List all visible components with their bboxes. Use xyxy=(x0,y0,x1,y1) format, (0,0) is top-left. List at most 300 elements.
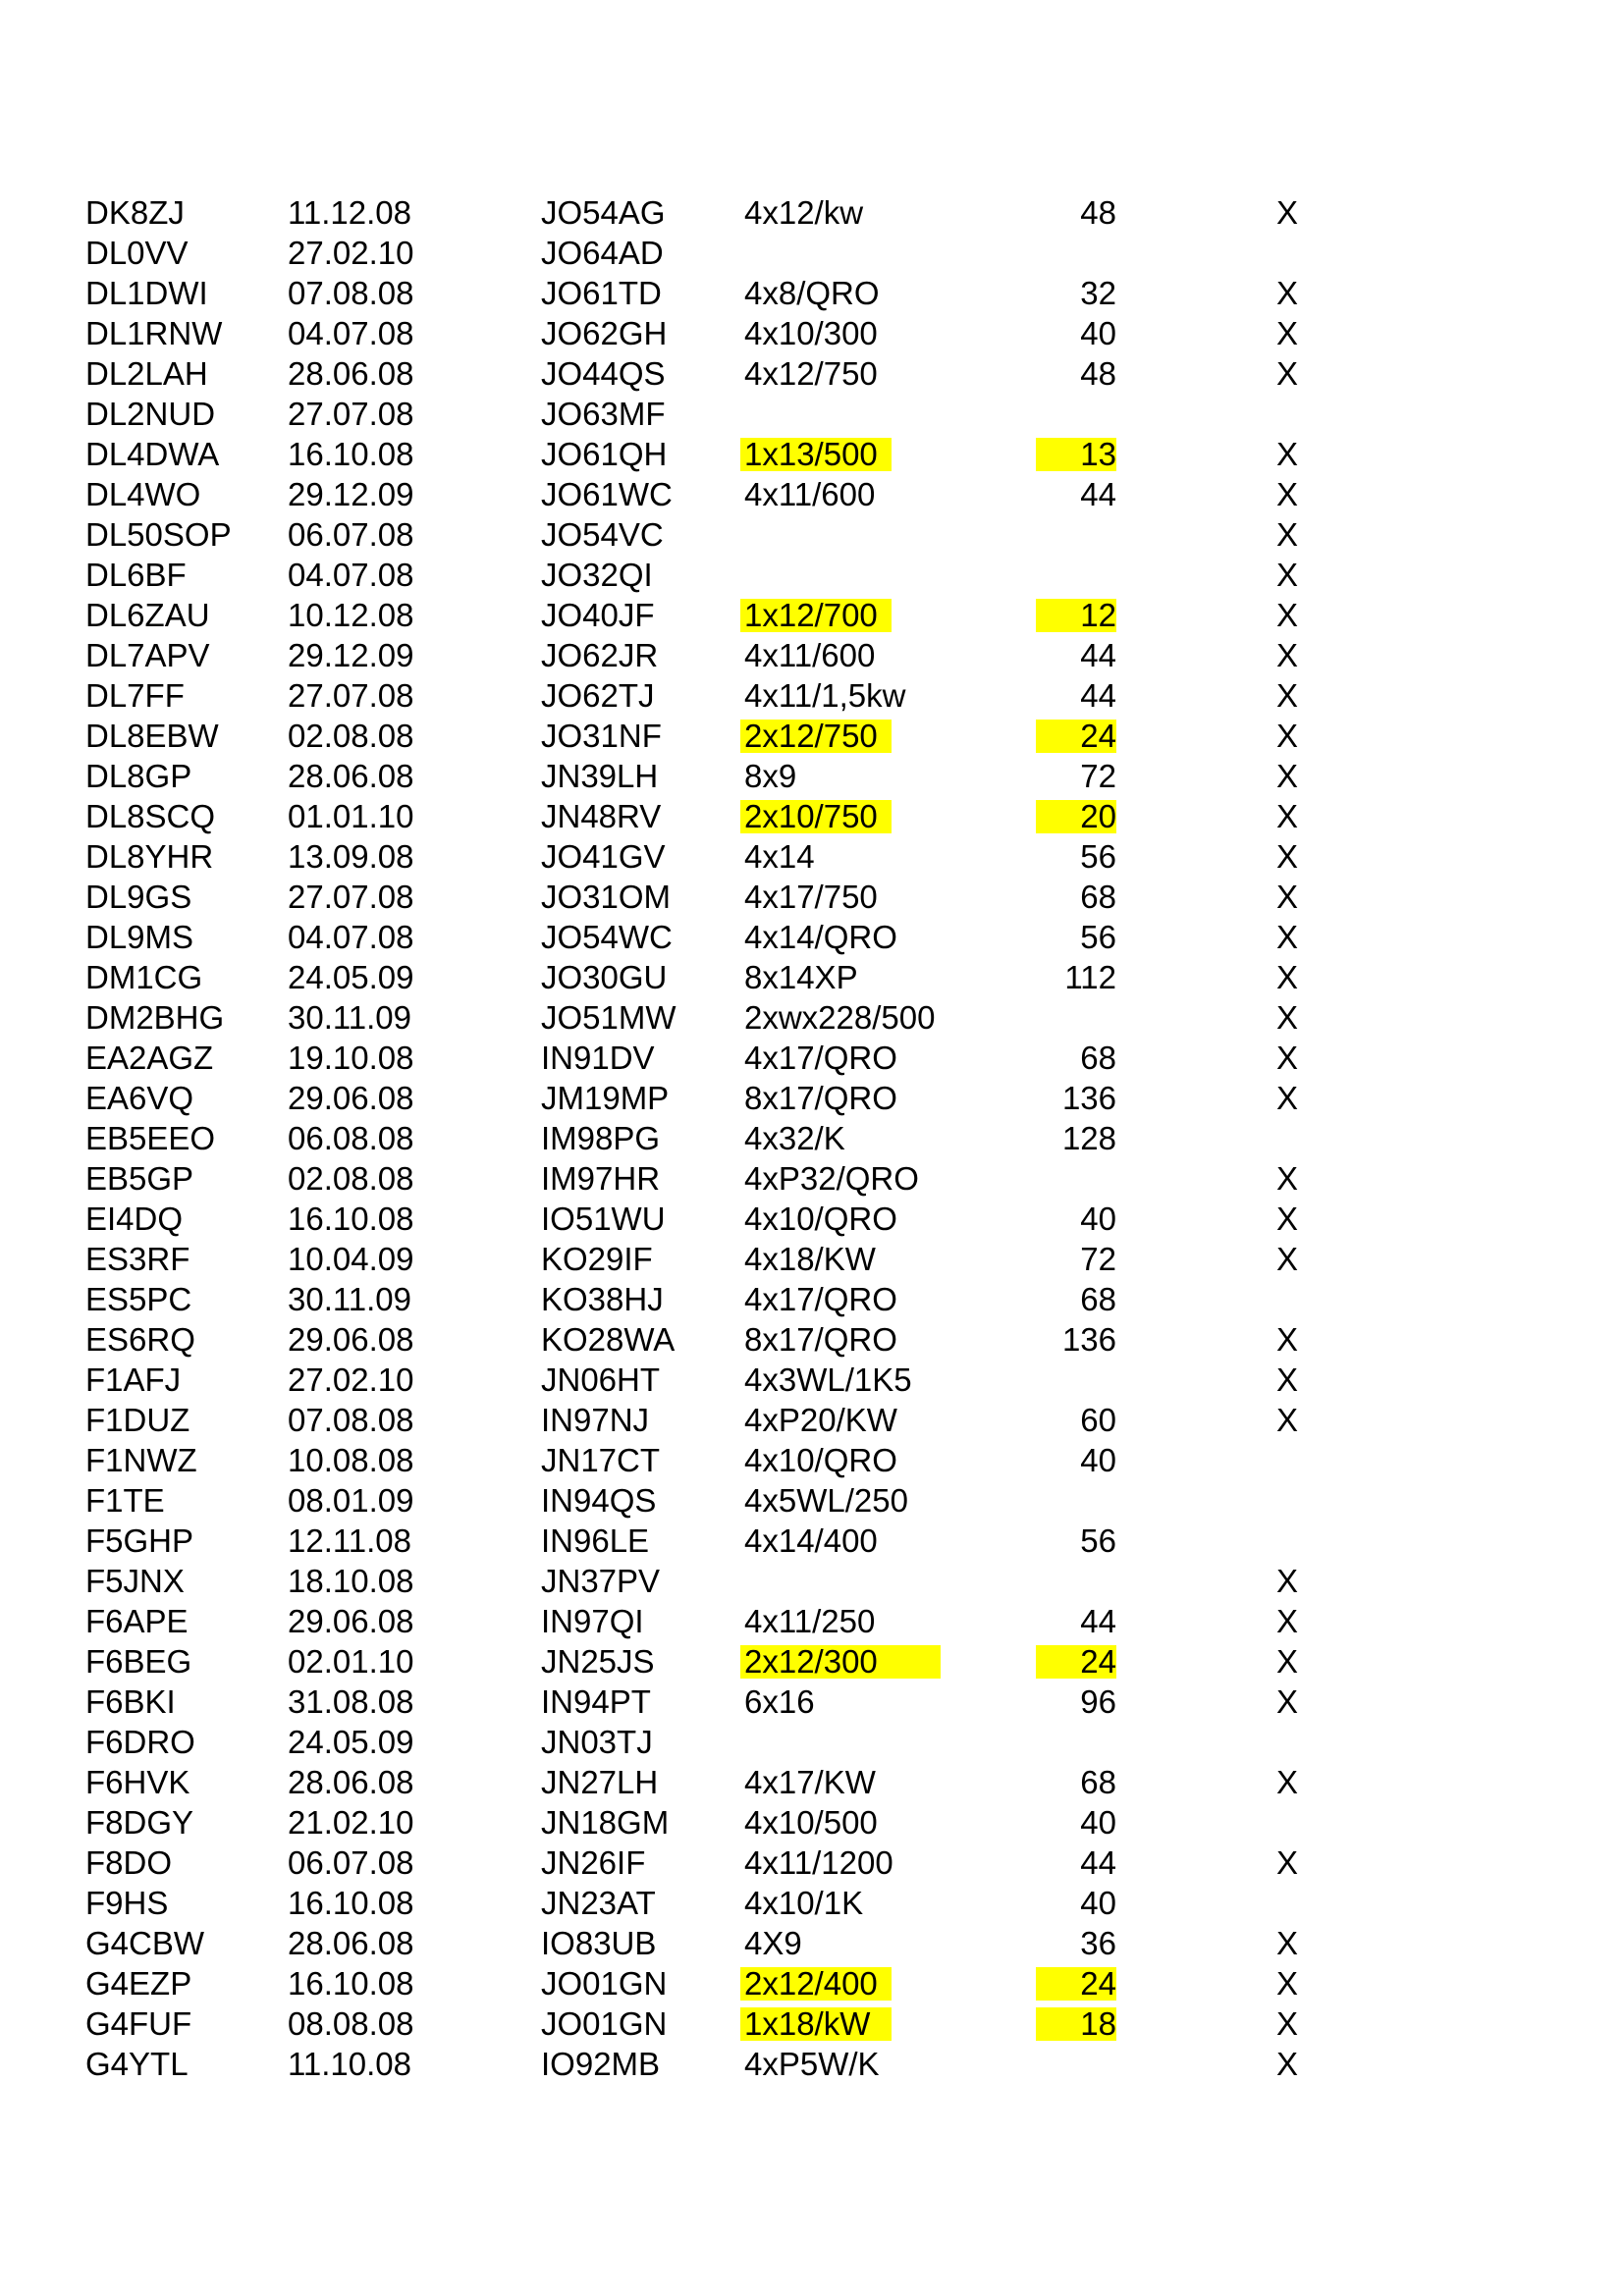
table-row xyxy=(0,1122,1623,1162)
date-cell: 11.12.08 xyxy=(288,194,412,231)
elements-cell: 12 xyxy=(1036,599,1116,632)
elements-cell: 136 xyxy=(1061,1321,1116,1358)
elements-cell: 40 xyxy=(1080,1885,1116,1921)
locator-cell: JO63MF xyxy=(541,396,666,432)
date-cell: 24.05.09 xyxy=(288,959,414,995)
station-log-table xyxy=(0,196,1623,2088)
antenna-cell: 4x10/QRO xyxy=(744,1442,897,1478)
date-cell: 01.01.10 xyxy=(288,798,414,834)
antenna-cell: 4x17/QRO xyxy=(744,1281,897,1317)
date-cell: 10.12.08 xyxy=(288,597,414,633)
locator-cell: JO30GU xyxy=(541,959,668,995)
elements-cell: 24 xyxy=(1036,1967,1116,2001)
table-row xyxy=(0,1243,1623,1283)
confirmed-cell: X xyxy=(1276,476,1299,512)
table-row xyxy=(0,438,1623,478)
date-cell: 29.12.09 xyxy=(288,637,414,673)
date-cell: 30.11.09 xyxy=(288,1281,412,1317)
elements-cell: 68 xyxy=(1080,1764,1116,1800)
table-row xyxy=(0,478,1623,518)
date-cell: 29.06.08 xyxy=(288,1080,414,1116)
locator-cell: JO31NF xyxy=(541,718,662,754)
table-row xyxy=(0,1444,1623,1484)
locator-cell: JO31OM xyxy=(541,879,672,915)
date-cell: 16.10.08 xyxy=(288,1965,414,2002)
antenna-cell: 8x17/QRO xyxy=(744,1321,897,1358)
locator-cell: JO54AG xyxy=(541,194,666,231)
table-row xyxy=(0,1041,1623,1082)
callsign-cell: DL8SCQ xyxy=(85,798,216,834)
elements-cell xyxy=(1036,1001,1116,1035)
confirmed-cell: X xyxy=(1276,1925,1299,1961)
elements-cell xyxy=(1036,398,1116,431)
elements-cell xyxy=(1036,1484,1116,1518)
locator-cell: JO41GV xyxy=(541,838,666,875)
antenna-cell: 4x11/1,5kw xyxy=(744,677,906,714)
callsign-cell: DL2NUD xyxy=(85,396,216,432)
table-row xyxy=(0,1323,1623,1363)
table-row xyxy=(0,1927,1623,1967)
locator-cell: JO62TJ xyxy=(541,677,655,714)
table-row xyxy=(0,961,1623,1001)
table-row xyxy=(0,2048,1623,2088)
callsign-cell: DL7FF xyxy=(85,677,185,714)
elements-cell xyxy=(1036,1565,1116,1598)
antenna-cell xyxy=(740,1565,744,1598)
date-cell: 27.07.08 xyxy=(288,677,414,714)
table-row xyxy=(0,518,1623,559)
elements-cell: 40 xyxy=(1080,1201,1116,1237)
locator-cell: JM19MP xyxy=(541,1080,670,1116)
antenna-cell: 4x14 xyxy=(744,838,815,875)
elements-cell: 56 xyxy=(1080,919,1116,955)
locator-cell: IN91DV xyxy=(541,1040,655,1076)
table-row xyxy=(0,398,1623,438)
table-row xyxy=(0,720,1623,760)
elements-cell xyxy=(1036,518,1116,552)
antenna-cell: 1x12/700 xyxy=(740,599,892,632)
antenna-cell: 4x12/kw xyxy=(744,194,864,231)
locator-cell: JO54VC xyxy=(541,516,664,553)
table-row xyxy=(0,1685,1623,1726)
table-row xyxy=(0,1202,1623,1243)
table-row xyxy=(0,1082,1623,1122)
table-row xyxy=(0,357,1623,398)
antenna-cell: 4x10/500 xyxy=(744,1804,878,1841)
locator-cell: JN06HT xyxy=(541,1362,661,1398)
locator-cell: JO01GN xyxy=(541,2005,668,2042)
confirmed-cell: X xyxy=(1276,315,1299,351)
confirmed-cell: X xyxy=(1276,355,1299,392)
callsign-cell: F6APE xyxy=(85,1603,189,1639)
callsign-cell: ES5PC xyxy=(85,1281,192,1317)
elements-cell: 44 xyxy=(1080,637,1116,673)
elements-cell: 24 xyxy=(1036,720,1116,753)
callsign-cell: DL8EBW xyxy=(85,718,219,754)
antenna-cell: 4x11/1200 xyxy=(744,1844,893,1881)
callsign-cell: DL6ZAU xyxy=(85,597,210,633)
antenna-cell: 4x17/QRO xyxy=(744,1040,897,1076)
antenna-cell: 2x10/750 xyxy=(740,800,892,833)
locator-cell: IN96LE xyxy=(541,1522,650,1559)
table-row xyxy=(0,2007,1623,2048)
elements-cell: 112 xyxy=(1064,959,1116,995)
antenna-cell: 4x32/K xyxy=(744,1120,845,1156)
date-cell: 16.10.08 xyxy=(288,1201,414,1237)
date-cell: 04.07.08 xyxy=(288,315,414,351)
locator-cell: JO54WC xyxy=(541,919,673,955)
confirmed-cell: X xyxy=(1276,838,1299,875)
confirmed-cell: X xyxy=(1276,1764,1299,1800)
date-cell: 31.08.08 xyxy=(288,1683,414,1720)
callsign-cell: G4CBW xyxy=(85,1925,205,1961)
confirmed-cell: X xyxy=(1276,758,1299,794)
date-cell: 02.08.08 xyxy=(288,1160,414,1197)
callsign-cell: DL50SOP xyxy=(85,516,232,553)
antenna-cell: 4x12/750 xyxy=(744,355,878,392)
confirmed-cell: X xyxy=(1276,1160,1299,1197)
date-cell: 06.07.08 xyxy=(288,1844,414,1881)
callsign-cell: EA6VQ xyxy=(85,1080,194,1116)
confirmed-cell: X xyxy=(1276,1683,1299,1720)
date-cell: 13.09.08 xyxy=(288,838,414,875)
callsign-cell: F6DRO xyxy=(85,1724,195,1760)
date-cell: 16.10.08 xyxy=(288,436,414,472)
callsign-cell: DL8GP xyxy=(85,758,192,794)
antenna-cell: 4x11/250 xyxy=(744,1603,876,1639)
table-row xyxy=(0,1524,1623,1565)
table-row xyxy=(0,1887,1623,1927)
elements-cell: 68 xyxy=(1080,879,1116,915)
callsign-cell: EA2AGZ xyxy=(85,1040,214,1076)
locator-cell: IM97HR xyxy=(541,1160,661,1197)
locator-cell: JO61TD xyxy=(541,275,662,311)
antenna-cell: 1x13/500 xyxy=(740,438,892,471)
confirmed-cell: X xyxy=(1276,1603,1299,1639)
date-cell: 19.10.08 xyxy=(288,1040,414,1076)
elements-cell xyxy=(1036,2048,1116,2081)
antenna-cell xyxy=(740,1726,744,1759)
confirmed-cell: X xyxy=(1276,436,1299,472)
callsign-cell: DL6BF xyxy=(85,557,187,593)
table-row xyxy=(0,639,1623,679)
date-cell: 29.06.08 xyxy=(288,1321,414,1358)
locator-cell: JN17CT xyxy=(541,1442,661,1478)
date-cell: 28.06.08 xyxy=(288,1925,414,1961)
antenna-cell: 4x14/400 xyxy=(744,1522,878,1559)
callsign-cell: F6BEG xyxy=(85,1643,192,1680)
date-cell: 04.07.08 xyxy=(288,919,414,955)
callsign-cell: F9HS xyxy=(85,1885,169,1921)
date-cell: 29.12.09 xyxy=(288,476,414,512)
locator-cell: IO51WU xyxy=(541,1201,666,1237)
callsign-cell: F8DO xyxy=(85,1844,173,1881)
confirmed-cell: X xyxy=(1276,1040,1299,1076)
callsign-cell: G4EZP xyxy=(85,1965,192,2002)
antenna-cell: 4x5WL/250 xyxy=(744,1482,908,1519)
confirmed-cell: X xyxy=(1276,637,1299,673)
elements-cell xyxy=(1036,559,1116,592)
callsign-cell: DL2LAH xyxy=(85,355,208,392)
callsign-cell: ES3RF xyxy=(85,1241,190,1277)
callsign-cell: DL1DWI xyxy=(85,275,208,311)
antenna-cell: 4x10/300 xyxy=(744,315,878,351)
date-cell: 02.01.10 xyxy=(288,1643,414,1680)
elements-cell: 32 xyxy=(1080,275,1116,311)
confirmed-cell: X xyxy=(1276,1402,1299,1438)
confirmed-cell: X xyxy=(1276,1362,1299,1398)
antenna-cell: 4x14/QRO xyxy=(744,919,897,955)
date-cell: 24.05.09 xyxy=(288,1724,414,1760)
locator-cell: JO61WC xyxy=(541,476,673,512)
callsign-cell: F1NWZ xyxy=(85,1442,197,1478)
confirmed-cell: X xyxy=(1276,1844,1299,1881)
table-row xyxy=(0,1766,1623,1806)
elements-cell: 44 xyxy=(1080,1844,1116,1881)
callsign-cell: EB5GP xyxy=(85,1160,194,1197)
locator-cell: IO83UB xyxy=(541,1925,657,1961)
antenna-cell xyxy=(740,398,744,431)
table-row xyxy=(0,1565,1623,1605)
antenna-cell: 2x12/300 xyxy=(740,1645,941,1679)
callsign-cell: F8DGY xyxy=(85,1804,194,1841)
elements-cell xyxy=(1036,1726,1116,1759)
callsign-cell: G4YTL xyxy=(85,2046,189,2082)
date-cell: 06.08.08 xyxy=(288,1120,414,1156)
table-row xyxy=(0,1404,1623,1444)
locator-cell: JO61QH xyxy=(541,436,668,472)
table-row xyxy=(0,1806,1623,1846)
confirmed-cell: X xyxy=(1276,557,1299,593)
locator-cell: KO28WA xyxy=(541,1321,676,1358)
antenna-cell: 2xwx228/500 xyxy=(744,999,936,1036)
confirmed-cell: X xyxy=(1276,1201,1299,1237)
callsign-cell: ES6RQ xyxy=(85,1321,195,1358)
antenna-cell: 4xP32/QRO xyxy=(744,1160,919,1197)
callsign-cell: F5GHP xyxy=(85,1522,194,1559)
table-row xyxy=(0,1283,1623,1323)
elements-cell: 44 xyxy=(1080,677,1116,714)
table-row xyxy=(0,599,1623,639)
locator-cell: IN97QI xyxy=(541,1603,644,1639)
confirmed-cell: X xyxy=(1276,1965,1299,2002)
locator-cell: IN94PT xyxy=(541,1683,651,1720)
table-row xyxy=(0,237,1623,277)
confirmed-cell: X xyxy=(1276,275,1299,311)
elements-cell: 13 xyxy=(1036,438,1116,471)
table-row xyxy=(0,1967,1623,2007)
elements-cell: 60 xyxy=(1080,1402,1116,1438)
elements-cell: 48 xyxy=(1080,355,1116,392)
locator-cell: IN94QS xyxy=(541,1482,657,1519)
antenna-cell xyxy=(740,237,744,270)
elements-cell: 20 xyxy=(1036,800,1116,833)
locator-cell: JN37PV xyxy=(541,1563,661,1599)
callsign-cell: DM2BHG xyxy=(85,999,225,1036)
table-row xyxy=(0,1726,1623,1766)
date-cell: 02.08.08 xyxy=(288,718,414,754)
elements-cell: 36 xyxy=(1080,1925,1116,1961)
antenna-cell: 1x18/kW xyxy=(740,2007,892,2041)
elements-cell: 68 xyxy=(1080,1040,1116,1076)
locator-cell: JO62JR xyxy=(541,637,659,673)
antenna-cell: 4X9 xyxy=(744,1925,802,1961)
locator-cell: JN25JS xyxy=(541,1643,655,1680)
confirmed-cell: X xyxy=(1276,919,1299,955)
locator-cell: JO40JF xyxy=(541,597,655,633)
callsign-cell: DL4WO xyxy=(85,476,201,512)
confirmed-cell: X xyxy=(1276,2005,1299,2042)
antenna-cell: 6x16 xyxy=(744,1683,815,1720)
callsign-cell: F6HVK xyxy=(85,1764,190,1800)
elements-cell: 56 xyxy=(1080,838,1116,875)
table-row xyxy=(0,1846,1623,1887)
table-row xyxy=(0,196,1623,237)
date-cell: 28.06.08 xyxy=(288,758,414,794)
confirmed-cell: X xyxy=(1276,1080,1299,1116)
date-cell: 27.07.08 xyxy=(288,879,414,915)
elements-cell: 136 xyxy=(1061,1080,1116,1116)
confirmed-cell: X xyxy=(1276,597,1299,633)
confirmed-cell: X xyxy=(1276,677,1299,714)
callsign-cell: F1TE xyxy=(85,1482,165,1519)
elements-cell: 72 xyxy=(1080,1241,1116,1277)
table-row xyxy=(0,1605,1623,1645)
locator-cell: JN39LH xyxy=(541,758,659,794)
date-cell: 27.02.10 xyxy=(288,235,414,271)
elements-cell: 40 xyxy=(1080,315,1116,351)
date-cell: 27.07.08 xyxy=(288,396,414,432)
elements-cell: 68 xyxy=(1080,1281,1116,1317)
locator-cell: JO51MW xyxy=(541,999,676,1036)
date-cell: 27.02.10 xyxy=(288,1362,414,1398)
antenna-cell: 4x10/QRO xyxy=(744,1201,897,1237)
table-row xyxy=(0,840,1623,881)
date-cell: 30.11.09 xyxy=(288,999,412,1036)
confirmed-cell: X xyxy=(1276,194,1299,231)
callsign-cell: DL7APV xyxy=(85,637,210,673)
callsign-cell: DL0VV xyxy=(85,235,189,271)
callsign-cell: DL9GS xyxy=(85,879,192,915)
confirmed-cell: X xyxy=(1276,516,1299,553)
date-cell: 10.08.08 xyxy=(288,1442,414,1478)
locator-cell: JN23AT xyxy=(541,1885,656,1921)
table-row xyxy=(0,679,1623,720)
date-cell: 08.08.08 xyxy=(288,2005,414,2042)
elements-cell: 128 xyxy=(1061,1120,1116,1156)
antenna-cell: 8x9 xyxy=(744,758,797,794)
callsign-cell: G4FUF xyxy=(85,2005,192,2042)
antenna-cell: 4x11/600 xyxy=(744,476,876,512)
table-row xyxy=(0,1645,1623,1685)
date-cell: 18.10.08 xyxy=(288,1563,414,1599)
callsign-cell: F1AFJ xyxy=(85,1362,182,1398)
date-cell: 12.11.08 xyxy=(288,1522,412,1559)
date-cell: 10.04.09 xyxy=(288,1241,414,1277)
locator-cell: JN26IF xyxy=(541,1844,646,1881)
table-row xyxy=(0,559,1623,599)
locator-cell: JN18GM xyxy=(541,1804,670,1841)
antenna-cell: 4x18/KW xyxy=(744,1241,876,1277)
callsign-cell: DL8YHR xyxy=(85,838,214,875)
locator-cell: JO62GH xyxy=(541,315,668,351)
locator-cell: IM98PG xyxy=(541,1120,661,1156)
table-row xyxy=(0,277,1623,317)
confirmed-cell: X xyxy=(1276,1321,1299,1358)
table-row xyxy=(0,1363,1623,1404)
elements-cell xyxy=(1036,237,1116,270)
antenna-cell xyxy=(740,518,744,552)
table-row xyxy=(0,760,1623,800)
table-row xyxy=(0,921,1623,961)
locator-cell: KO38HJ xyxy=(541,1281,664,1317)
callsign-cell: F1DUZ xyxy=(85,1402,190,1438)
antenna-cell: 4x11/600 xyxy=(744,637,876,673)
callsign-cell: DL9MS xyxy=(85,919,194,955)
antenna-cell: 4xP5W/K xyxy=(744,2046,880,2082)
date-cell: 04.07.08 xyxy=(288,557,414,593)
antenna-cell xyxy=(740,559,744,592)
callsign-cell: F5JNX xyxy=(85,1563,185,1599)
table-row xyxy=(0,881,1623,921)
antenna-cell: 4x10/1K xyxy=(744,1885,864,1921)
confirmed-cell: X xyxy=(1276,879,1299,915)
confirmed-cell: X xyxy=(1276,999,1299,1036)
elements-cell: 44 xyxy=(1080,1603,1116,1639)
confirmed-cell: X xyxy=(1276,1241,1299,1277)
date-cell: 28.06.08 xyxy=(288,355,414,392)
elements-cell: 96 xyxy=(1080,1683,1116,1720)
antenna-cell: 2x12/750 xyxy=(740,720,892,753)
locator-cell: JO32QI xyxy=(541,557,653,593)
table-row xyxy=(0,317,1623,357)
callsign-cell: EB5EEO xyxy=(85,1120,216,1156)
elements-cell: 44 xyxy=(1080,476,1116,512)
date-cell: 07.08.08 xyxy=(288,1402,414,1438)
callsign-cell: F6BKI xyxy=(85,1683,176,1720)
table-row xyxy=(0,1162,1623,1202)
date-cell: 29.06.08 xyxy=(288,1603,414,1639)
locator-cell: JN48RV xyxy=(541,798,662,834)
date-cell: 08.01.09 xyxy=(288,1482,414,1519)
elements-cell: 48 xyxy=(1080,194,1116,231)
date-cell: 11.10.08 xyxy=(288,2046,412,2082)
elements-cell: 72 xyxy=(1080,758,1116,794)
confirmed-cell: X xyxy=(1276,1563,1299,1599)
table-row xyxy=(0,1484,1623,1524)
callsign-cell: DL1RNW xyxy=(85,315,223,351)
antenna-cell: 4x17/750 xyxy=(744,879,878,915)
elements-cell xyxy=(1036,1363,1116,1397)
locator-cell: IO92MB xyxy=(541,2046,661,2082)
confirmed-cell: X xyxy=(1276,959,1299,995)
confirmed-cell: X xyxy=(1276,798,1299,834)
date-cell: 06.07.08 xyxy=(288,516,414,553)
antenna-cell: 4xP20/KW xyxy=(744,1402,897,1438)
callsign-cell: EI4DQ xyxy=(85,1201,184,1237)
elements-cell: 40 xyxy=(1080,1442,1116,1478)
locator-cell: KO29IF xyxy=(541,1241,653,1277)
locator-cell: JN03TJ xyxy=(541,1724,653,1760)
date-cell: 21.02.10 xyxy=(288,1804,414,1841)
antenna-cell: 4x8/QRO xyxy=(744,275,880,311)
callsign-cell: DM1CG xyxy=(85,959,203,995)
elements-cell: 40 xyxy=(1080,1804,1116,1841)
locator-cell: JN27LH xyxy=(541,1764,659,1800)
locator-cell: JO01GN xyxy=(541,1965,668,2002)
elements-cell: 24 xyxy=(1036,1645,1116,1679)
date-cell: 16.10.08 xyxy=(288,1885,414,1921)
